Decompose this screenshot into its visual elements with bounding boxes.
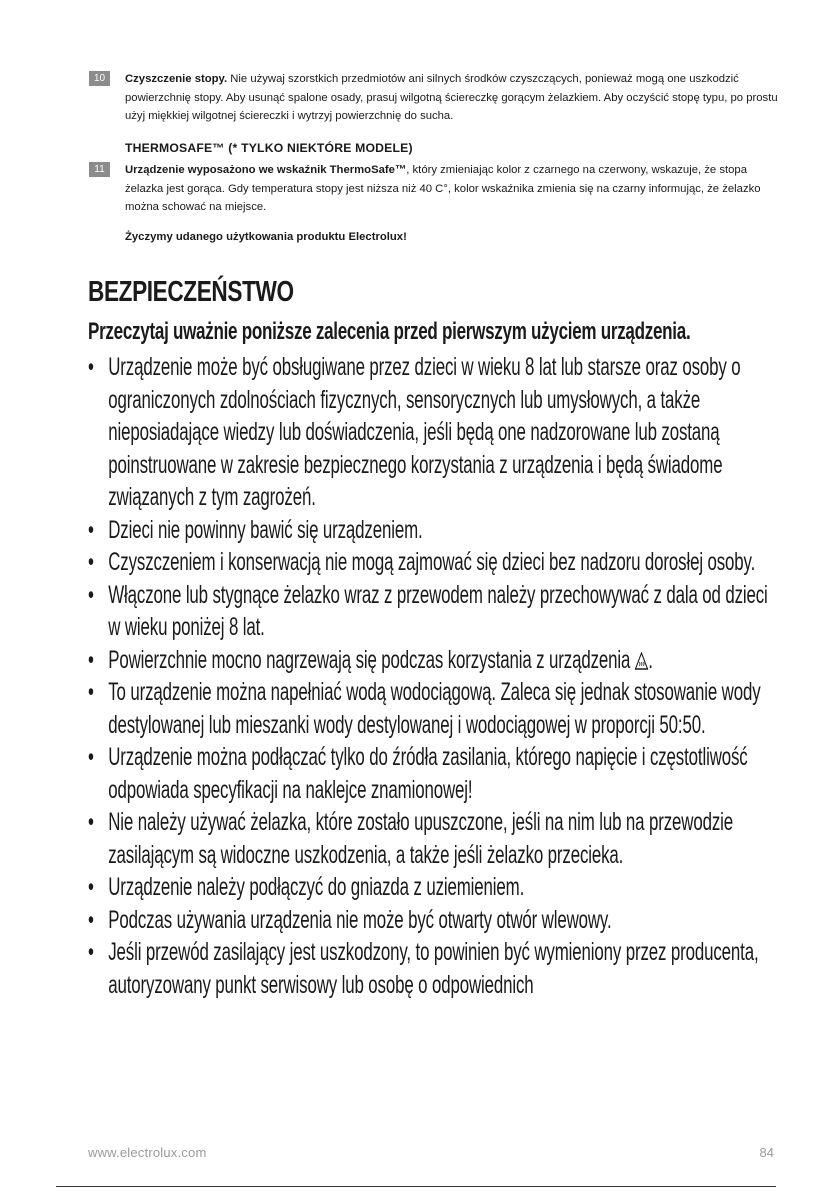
safety-item: • Urządzenie można podłączać tylko do źródła zasilania, którego napięcie i częstotliwość odpowiada specyfikacji na naklejce znamionowej! xyxy=(88,741,777,806)
page-number: 84 xyxy=(759,1145,774,1160)
step-title: Urządzenie wyposażono we wskaźnik ThermoSafe™ xyxy=(125,164,407,176)
footer-divider xyxy=(56,1186,776,1187)
safety-item: • Urządzenie należy podłączyć do gniazda z uziemieniem. xyxy=(88,871,777,904)
safety-item: • To urządzenie można napełniać wodą wodociągową. Zaleca się jednak stosowanie wody destylowanej lub mieszanki wody destylowanej i wodociągowej w proporcji 50:50. xyxy=(88,676,777,741)
safety-item: • Czyszczeniem i konserwacją nie mogą zajmować się dzieci bez nadzoru dorosłej osoby. xyxy=(88,546,777,579)
step-text xyxy=(125,161,779,217)
step-number-badge: 10 xyxy=(89,71,110,86)
safety-item: • Dzieci nie powinny bawić się urządzeniem. xyxy=(88,514,777,547)
step-11 xyxy=(89,161,779,217)
step-title: Czyszczenie stopy. xyxy=(125,73,228,85)
safety-item: • Nie należy używać żelazka, które zostało upuszczone, jeśli na nim lub na przewodzie zasilającym są widoczne uszkodzenia, a także jeśli żelazko przecieka. xyxy=(88,806,777,871)
footer-url: www.electrolux.com xyxy=(88,1145,207,1160)
safety-item: • Urządzenie może być obsługiwane przez dzieci w wieku 8 lat lub starsze oraz osoby o ograniczonych zdolnościach fizycznych, sensorycznych lub umysłowych, a także nieposiadające wiedzy lub doświadczenia, jeśli będą one nadzorowane lub zostaną poinstruowane w zakresie bezpiecznego korzystania z urządzenia i będą świadome związanych z tym zagrożeń. xyxy=(88,351,777,514)
safety-item: • Jeśli przewód zasilający jest uszkodzony, to powinien być wymieniony przez producenta, autoryzowany punkt serwisowy lub osobę o odpowiednich xyxy=(88,936,777,1001)
thermosafe-heading: THERMOSAFE™ (* TYLKO NIEKTÓRE MODELE) xyxy=(125,141,413,155)
safety-item: • Powierzchnie mocno nagrzewają się podczas korzystania z urządzenia . xyxy=(88,644,777,677)
step-body: , który zmieniając kolor z czarnego na czerwony, wskazuje, że stopa żelazka jest gorąca. Gdy temperatura stopy jest niższa niż 40 C°, kolor wskaźnika zmienia się na czarny informując, że żelazko można schować na miejsce. xyxy=(125,164,761,213)
section-title: BEZPIECZEŃSTWO xyxy=(88,276,294,308)
step-10 xyxy=(89,70,779,126)
safety-item: • Włączone lub stygnące żelazko wraz z przewodem należy przechowywać z dala od dzieci w wieku poniżej 8 lat. xyxy=(88,579,777,644)
step-text xyxy=(125,70,779,126)
step-number-badge: 11 xyxy=(89,162,110,177)
section-intro: Przeczytaj uważnie poniższe zalecenia przed pierwszym użyciem urządzenia. xyxy=(88,318,691,345)
closing-message: Życzymy udanego użytkowania produktu Electrolux! xyxy=(125,231,407,243)
step-body: Nie używaj szorstkich przedmiotów ani silnych środków czyszczących, ponieważ mogą one uszkodzić powierzchnię stopy. Aby usunąć spalone osady, prasuj wilgotną ściereczkę gorącym żelazkiem. Aby oczyścić stopę typu, po prostu użyj miękkiej wilgotnej ściereczki i wytrzyj powierzchnię do sucha. xyxy=(125,73,778,122)
hot-surface-warning-icon xyxy=(635,652,649,670)
safety-list xyxy=(88,351,777,1001)
safety-item: • Podczas używania urządzenia nie może być otwarty otwór wlewowy. xyxy=(88,904,777,937)
